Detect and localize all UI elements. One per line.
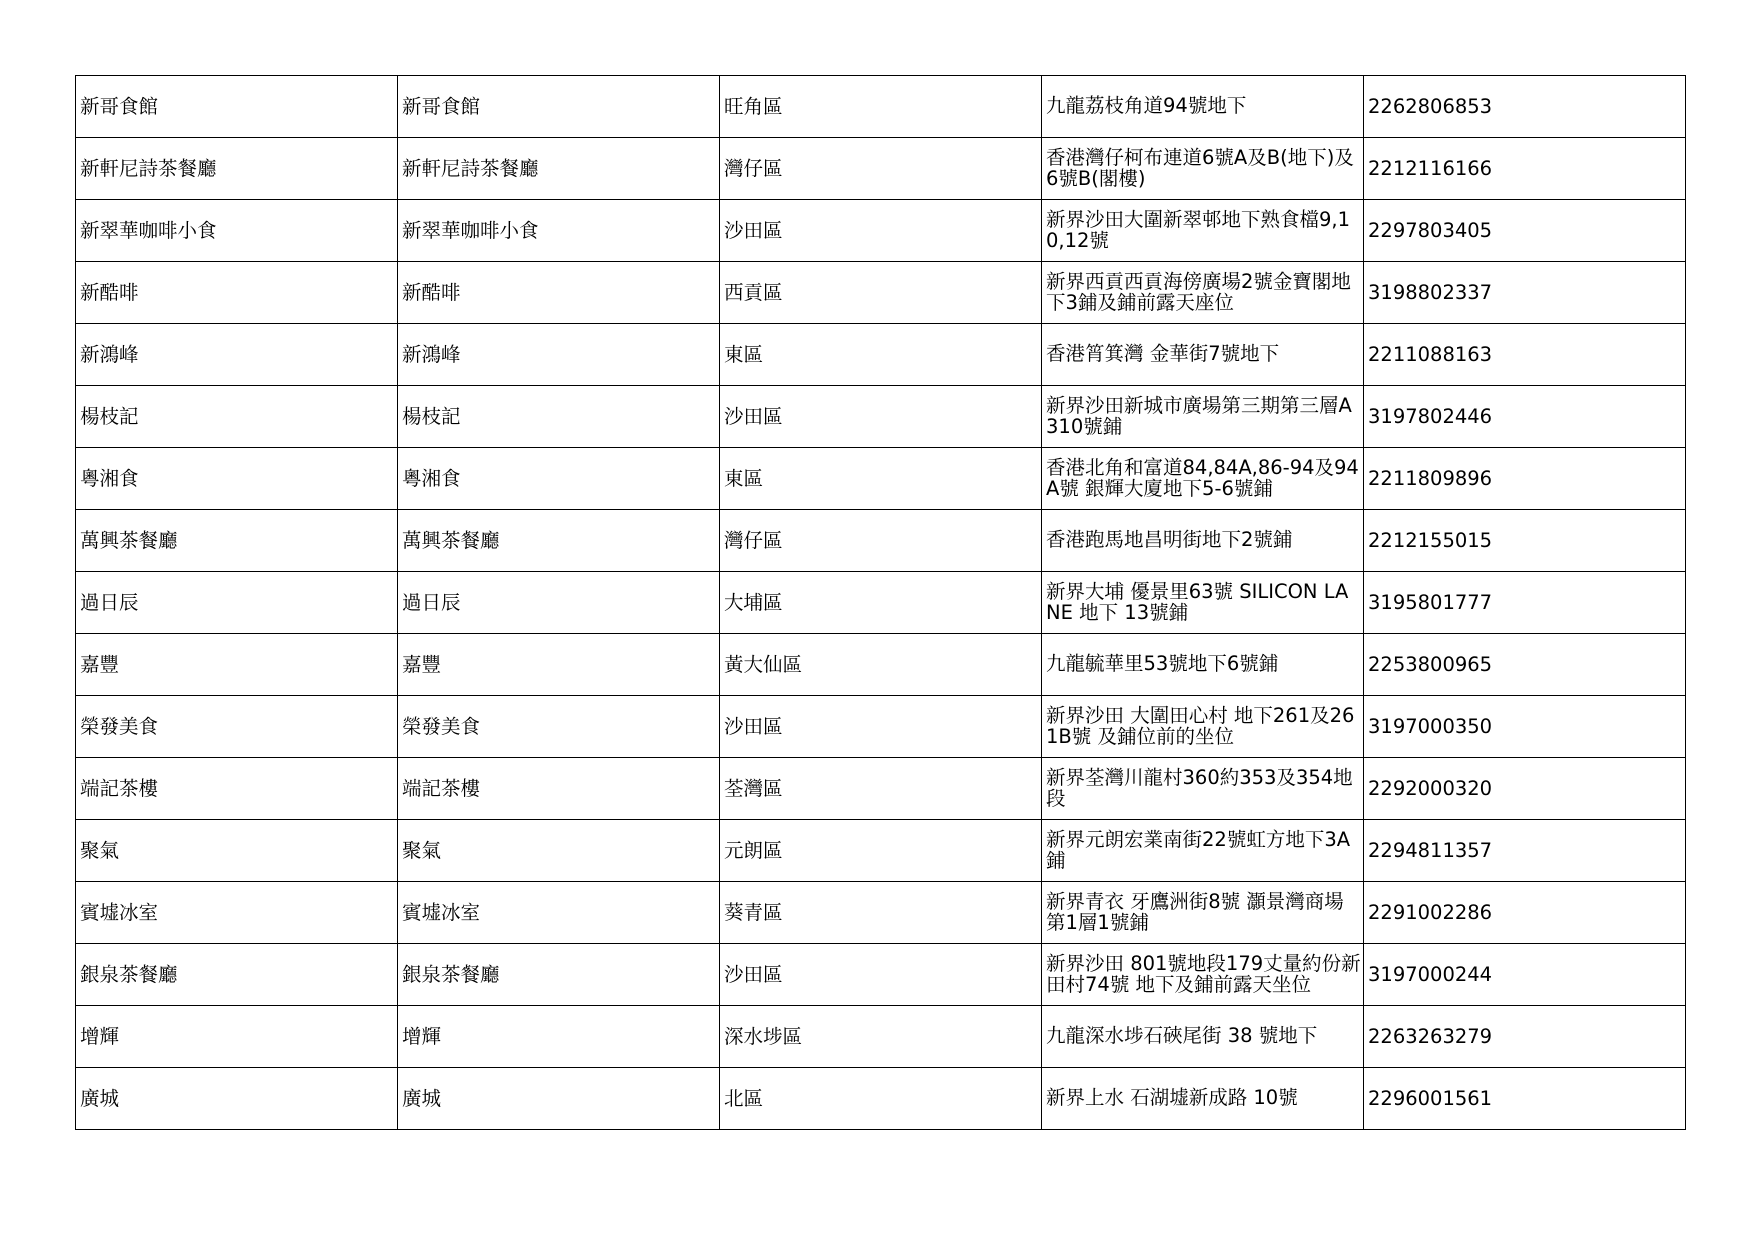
table-body <box>76 76 1686 1130</box>
address-cell: 新界沙田新城市廣場第三期第三層A310號鋪 <box>1042 386 1364 448</box>
restaurant-name-cell: 新酷啡 <box>76 262 398 324</box>
restaurant-name-cell: 粵湘食 <box>76 448 398 510</box>
district-cell: 黃大仙區 <box>720 634 1042 696</box>
table-row <box>76 758 1686 820</box>
restaurant-name-alt-cell: 新鴻峰 <box>398 324 720 386</box>
district-cell: 葵青區 <box>720 882 1042 944</box>
address-cell: 新界上水 石湖墟新成路 10號 <box>1042 1068 1364 1130</box>
restaurant-name-alt-cell: 銀泉茶餐廳 <box>398 944 720 1006</box>
restaurant-name-alt-cell: 粵湘食 <box>398 448 720 510</box>
restaurant-name-alt-cell: 楊枝記 <box>398 386 720 448</box>
restaurant-name-alt-cell: 新酷啡 <box>398 262 720 324</box>
address-cell: 香港跑馬地昌明街地下2號鋪 <box>1042 510 1364 572</box>
address-cell: 新界青衣 牙鷹洲街8號 灝景灣商場第1層1號鋪 <box>1042 882 1364 944</box>
phone-cell: 2292000320 <box>1364 758 1686 820</box>
address-cell: 香港筲箕灣 金華街7號地下 <box>1042 324 1364 386</box>
restaurant-name-cell: 端記茶樓 <box>76 758 398 820</box>
restaurant-name-alt-cell: 新軒尼詩茶餐廳 <box>398 138 720 200</box>
restaurant-name-alt-cell: 萬興茶餐廳 <box>398 510 720 572</box>
table-row <box>76 510 1686 572</box>
district-cell: 荃灣區 <box>720 758 1042 820</box>
restaurant-name-alt-cell: 廣城 <box>398 1068 720 1130</box>
district-cell: 沙田區 <box>720 200 1042 262</box>
restaurant-name-cell: 新翠華咖啡小食 <box>76 200 398 262</box>
address-cell: 九龍毓華里53號地下6號鋪 <box>1042 634 1364 696</box>
district-cell: 北區 <box>720 1068 1042 1130</box>
restaurant-name-cell: 過日辰 <box>76 572 398 634</box>
district-cell: 東區 <box>720 448 1042 510</box>
restaurant-name-cell: 新鴻峰 <box>76 324 398 386</box>
restaurant-name-cell: 新哥食館 <box>76 76 398 138</box>
restaurant-name-cell: 嘉豐 <box>76 634 398 696</box>
restaurant-name-cell: 萬興茶餐廳 <box>76 510 398 572</box>
phone-cell: 2296001561 <box>1364 1068 1686 1130</box>
address-cell: 新界沙田 801號地段179丈量約份新田村74號 地下及鋪前露天坐位 <box>1042 944 1364 1006</box>
table-row <box>76 262 1686 324</box>
table-row <box>76 634 1686 696</box>
table-row <box>76 882 1686 944</box>
table-row <box>76 1068 1686 1130</box>
address-cell: 新界大埔 優景里63號 SILICON LANE 地下 13號鋪 <box>1042 572 1364 634</box>
address-cell: 新界元朗宏業南街22號虹方地下3A鋪 <box>1042 820 1364 882</box>
restaurant-name-alt-cell: 聚氣 <box>398 820 720 882</box>
phone-cell: 2262806853 <box>1364 76 1686 138</box>
address-cell: 香港北角和富道84,84A,86-94及94A號 銀輝大廈地下5-6號鋪 <box>1042 448 1364 510</box>
phone-cell: 3198802337 <box>1364 262 1686 324</box>
table-row <box>76 138 1686 200</box>
restaurant-name-alt-cell: 過日辰 <box>398 572 720 634</box>
restaurant-name-cell: 賓墟冰室 <box>76 882 398 944</box>
district-cell: 沙田區 <box>720 386 1042 448</box>
district-cell: 東區 <box>720 324 1042 386</box>
restaurant-name-alt-cell: 賓墟冰室 <box>398 882 720 944</box>
table-row <box>76 696 1686 758</box>
phone-cell: 3197000244 <box>1364 944 1686 1006</box>
phone-cell: 2212155015 <box>1364 510 1686 572</box>
district-cell: 深水埗區 <box>720 1006 1042 1068</box>
address-cell: 香港灣仔柯布連道6號A及B(地下)及6號B(閣樓) <box>1042 138 1364 200</box>
district-cell: 灣仔區 <box>720 138 1042 200</box>
phone-cell: 2263263279 <box>1364 1006 1686 1068</box>
restaurant-name-alt-cell: 新哥食館 <box>398 76 720 138</box>
restaurant-name-cell: 榮發美食 <box>76 696 398 758</box>
address-cell: 新界沙田 大圍田心村 地下261及261B號 及鋪位前的坐位 <box>1042 696 1364 758</box>
restaurant-name-cell: 新軒尼詩茶餐廳 <box>76 138 398 200</box>
district-cell: 西貢區 <box>720 262 1042 324</box>
table-row <box>76 448 1686 510</box>
restaurant-name-alt-cell: 新翠華咖啡小食 <box>398 200 720 262</box>
address-cell: 九龍深水埗石硤尾街 38 號地下 <box>1042 1006 1364 1068</box>
table-row <box>76 572 1686 634</box>
phone-cell: 3195801777 <box>1364 572 1686 634</box>
address-cell: 新界西貢西貢海傍廣場2號金寶閣地下3鋪及鋪前露天座位 <box>1042 262 1364 324</box>
phone-cell: 2291002286 <box>1364 882 1686 944</box>
restaurant-name-cell: 廣城 <box>76 1068 398 1130</box>
table-row <box>76 200 1686 262</box>
phone-cell: 2211809896 <box>1364 448 1686 510</box>
restaurant-name-cell: 聚氣 <box>76 820 398 882</box>
district-cell: 大埔區 <box>720 572 1042 634</box>
phone-cell: 2212116166 <box>1364 138 1686 200</box>
table-row <box>76 324 1686 386</box>
table-row <box>76 820 1686 882</box>
restaurant-name-cell: 楊枝記 <box>76 386 398 448</box>
phone-cell: 2294811357 <box>1364 820 1686 882</box>
phone-cell: 3197802446 <box>1364 386 1686 448</box>
district-cell: 灣仔區 <box>720 510 1042 572</box>
restaurant-name-alt-cell: 嘉豐 <box>398 634 720 696</box>
district-cell: 元朗區 <box>720 820 1042 882</box>
phone-cell: 3197000350 <box>1364 696 1686 758</box>
table-row <box>76 76 1686 138</box>
restaurant-name-alt-cell: 增輝 <box>398 1006 720 1068</box>
address-cell: 新界沙田大圍新翠邨地下熟食檔9,10,12號 <box>1042 200 1364 262</box>
phone-cell: 2297803405 <box>1364 200 1686 262</box>
district-cell: 沙田區 <box>720 696 1042 758</box>
district-cell: 旺角區 <box>720 76 1042 138</box>
table-row <box>76 944 1686 1006</box>
phone-cell: 2253800965 <box>1364 634 1686 696</box>
table-row <box>76 386 1686 448</box>
restaurant-name-cell: 增輝 <box>76 1006 398 1068</box>
address-cell: 新界荃灣川龍村360約353及354地段 <box>1042 758 1364 820</box>
restaurant-name-cell: 銀泉茶餐廳 <box>76 944 398 1006</box>
restaurant-name-alt-cell: 端記茶樓 <box>398 758 720 820</box>
district-cell: 沙田區 <box>720 944 1042 1006</box>
address-cell: 九龍荔枝角道94號地下 <box>1042 76 1364 138</box>
table-row <box>76 1006 1686 1068</box>
phone-cell: 2211088163 <box>1364 324 1686 386</box>
restaurant-table <box>75 75 1686 1130</box>
restaurant-name-alt-cell: 榮發美食 <box>398 696 720 758</box>
